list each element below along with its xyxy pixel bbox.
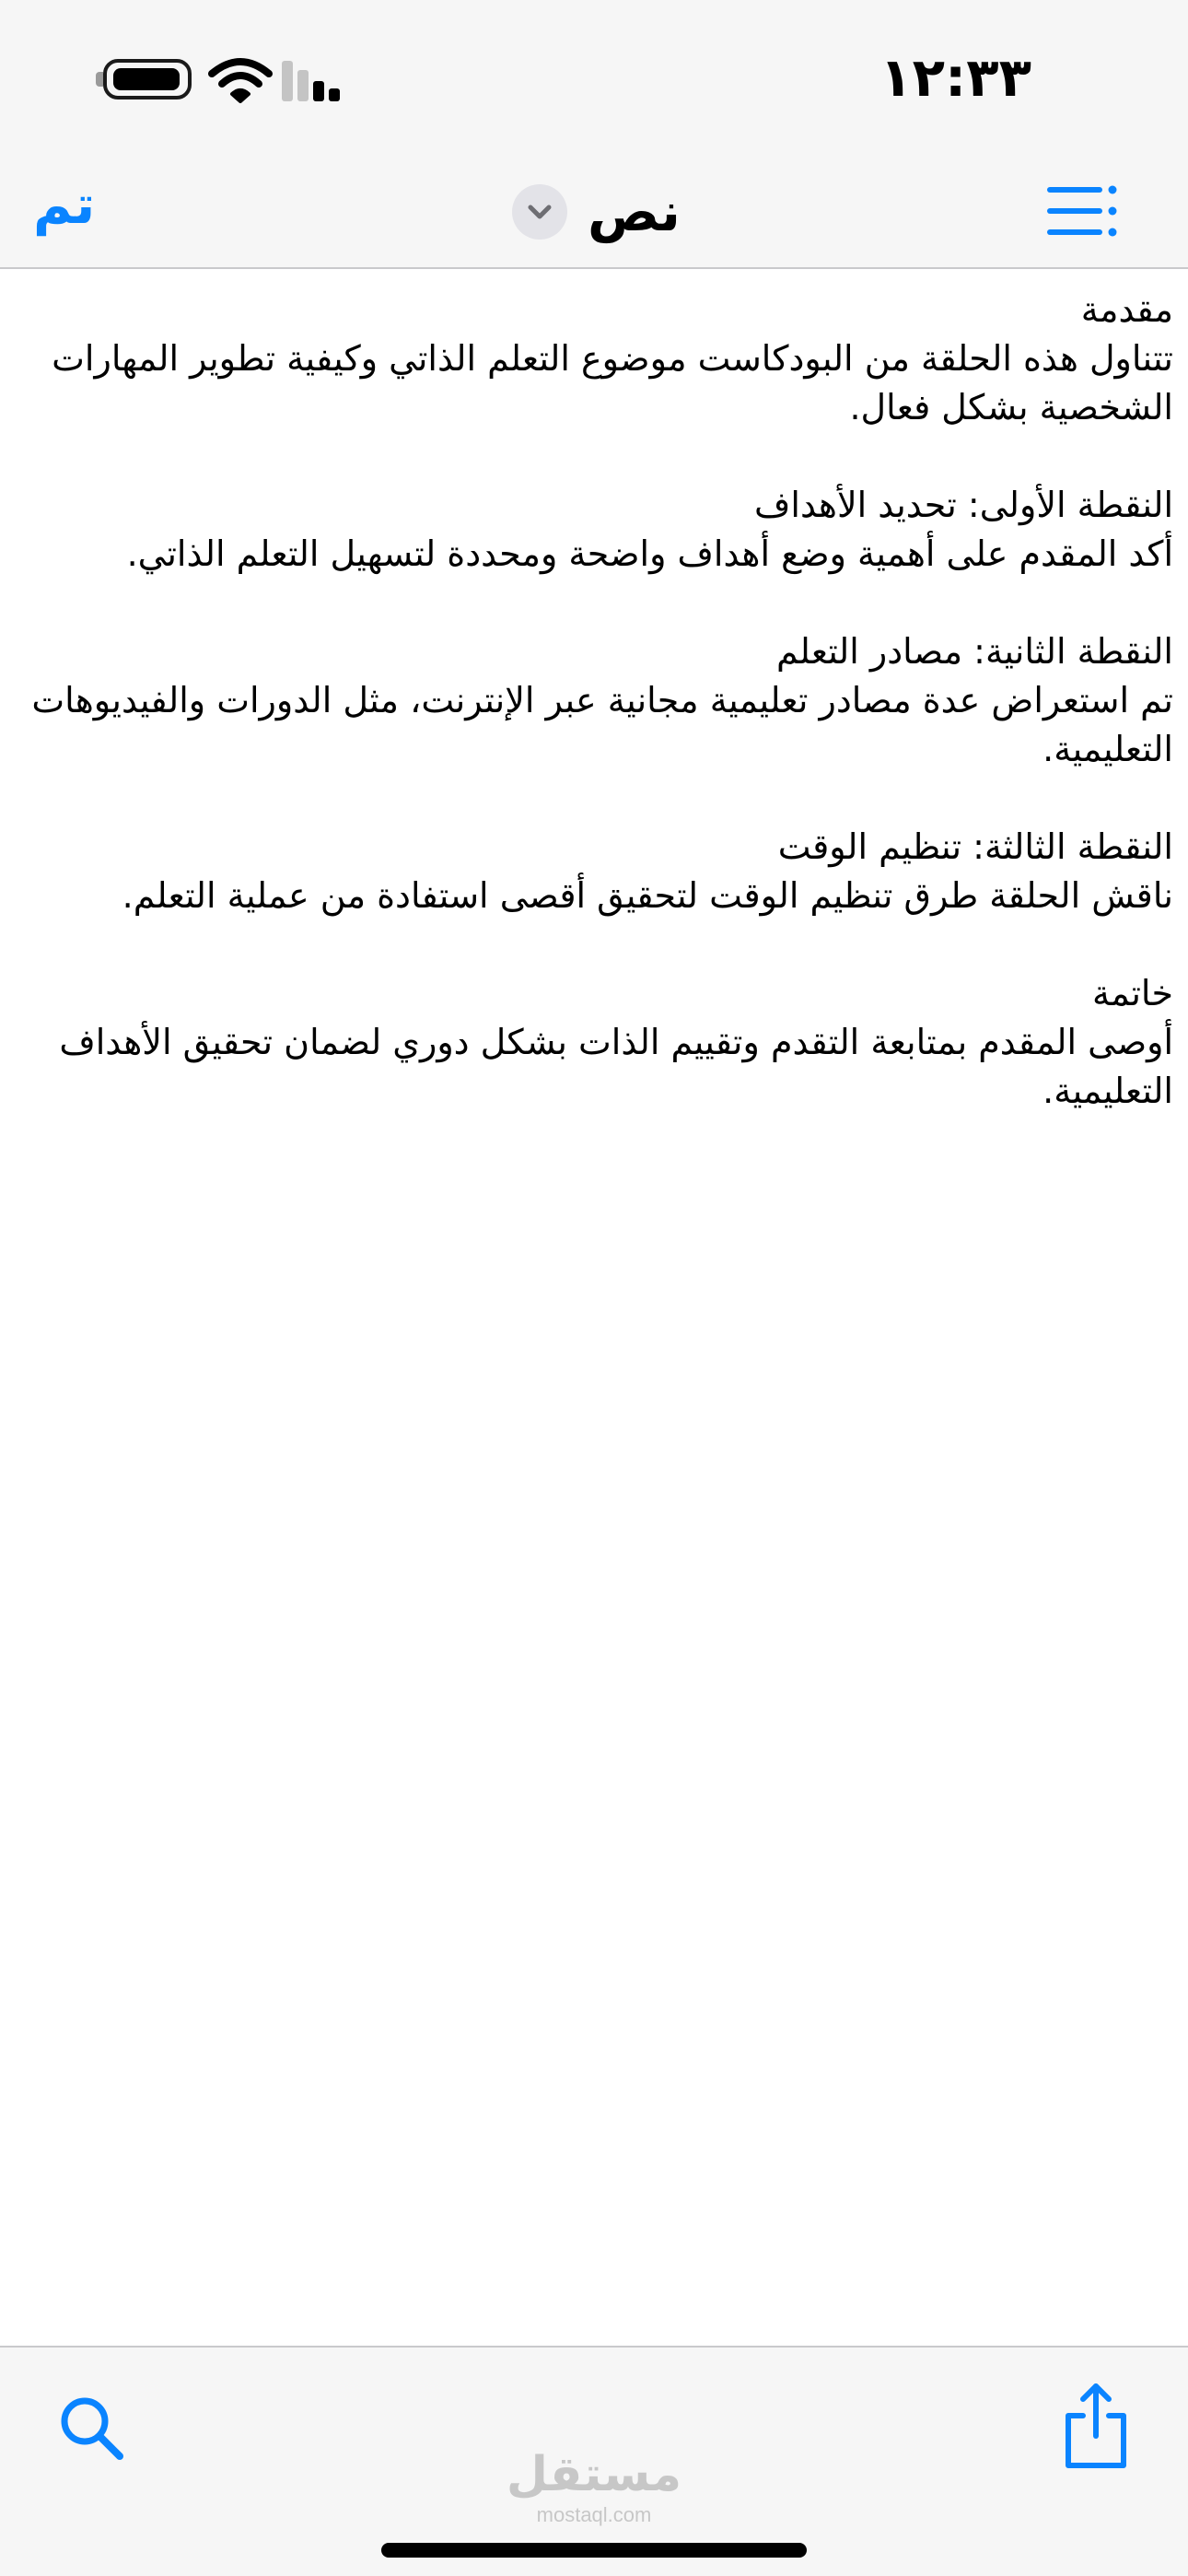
chevron-down-icon <box>512 184 567 240</box>
watermark-logo: مستقل <box>506 2447 682 2502</box>
bottom-toolbar <box>0 2346 1188 2576</box>
title-menu-button[interactable] <box>512 175 681 249</box>
watermark <box>0 2447 1188 2528</box>
paragraph-intro <box>28 286 1173 432</box>
paragraph-heading: النقطة الأولى: تحديد الأهداف <box>754 485 1173 525</box>
navigation-bar <box>0 157 1188 269</box>
paragraph-heading: خاتمة <box>1092 973 1173 1013</box>
home-indicator[interactable] <box>381 2543 807 2558</box>
paragraph-body: أوصى المقدم بمتابعة التقدم وتقييم الذات بشكل دوري لضمان تحقيق الأهداف التعليمية. <box>59 1022 1173 1111</box>
paragraph-body: تتناول هذه الحلقة من البودكاست موضوع التعلم الذاتي وكيفية تطوير المهارات الشخصية بشكل فعال. <box>52 338 1173 427</box>
battery-icon <box>103 59 192 100</box>
list-menu-icon[interactable] <box>1046 181 1120 241</box>
cellular-signal-icon <box>282 61 346 101</box>
status-bar <box>0 0 1188 157</box>
paragraph-body: ناقش الحلقة طرق تنظيم الوقت لتحقيق أقصى استفادة من عملية التعلم. <box>122 875 1173 916</box>
wifi-icon <box>208 57 273 103</box>
paragraph-point-one <box>28 481 1173 579</box>
paragraph-body: أكد المقدم على أهمية وضع أهداف واضحة ومحددة لتسهيل التعلم الذاتي. <box>126 533 1173 574</box>
done-button[interactable]: تم <box>33 173 96 236</box>
watermark-url: mostaql.com <box>536 2503 652 2526</box>
status-time: ١٢:٣٣ <box>879 46 1031 109</box>
paragraph-point-two <box>28 627 1173 774</box>
document-text[interactable] <box>28 286 1173 1165</box>
paragraph-heading: النقطة الثالثة: تنظيم الوقت <box>777 826 1173 867</box>
battery-cap <box>96 72 103 87</box>
page-title: نص <box>588 181 681 243</box>
paragraph-point-three <box>28 823 1173 920</box>
paragraph-heading: النقطة الثانية: مصادر التعلم <box>776 631 1173 672</box>
paragraph-body: تم استعراض عدة مصادر تعليمية مجانية عبر الإنترنت، مثل الدورات والفيديوهات التعليمية. <box>31 680 1173 769</box>
paragraph-conclusion <box>28 969 1173 1116</box>
paragraph-heading: مقدمة <box>1080 289 1173 330</box>
